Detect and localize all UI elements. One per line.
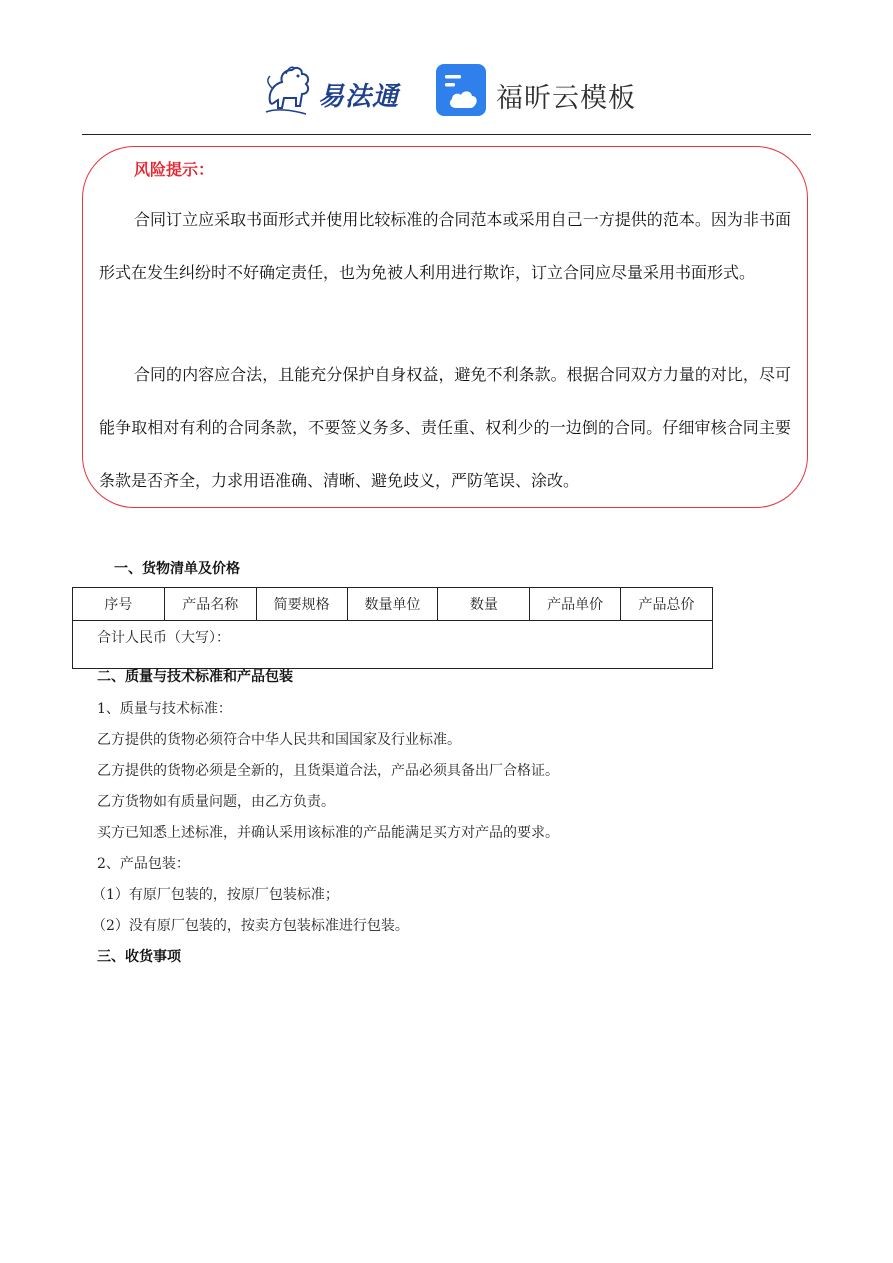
- body-line: 乙方提供的货物必须符合中华人民共和国国家及行业标准。: [97, 732, 461, 748]
- section-1-title: 一、货物清单及价格: [114, 561, 240, 577]
- yifatong-logo: [262, 62, 414, 120]
- table-total-row: [73, 621, 713, 669]
- body-line: 乙方提供的货物必须是全新的，且货渠道合法，产品必须具备出厂合格证。: [97, 763, 559, 779]
- table-header-cell: 产品总价: [621, 588, 713, 621]
- table-header-cell: 产品名称: [164, 588, 256, 621]
- header-divider: [82, 134, 811, 135]
- section-3-title: 三、收货事项: [97, 949, 181, 965]
- section-2-title: 二、质量与技术标准和产品包装: [97, 669, 293, 685]
- body-line: （2）没有原厂包装的，按卖方包装标准进行包装。: [92, 918, 409, 934]
- total-amount-cell: 合计人民币（大写）：: [73, 621, 713, 669]
- body-line: 1、质量与技术标准：: [97, 701, 232, 717]
- document-header: [0, 60, 893, 124]
- table-header-cell: 简要规格: [256, 588, 347, 621]
- fuxin-logo: [436, 64, 636, 120]
- yifatong-logo-text: 易法通: [318, 82, 400, 112]
- table-header-cell: 数量单位: [347, 588, 438, 621]
- fuxin-logo-text: 福昕云模板: [496, 83, 636, 114]
- risk-paragraph-1: 合同订立应采取书面形式并使用比较标准的合同范本或采用自己一方提供的范本。因为非书面形式在发生纠纷时不好确定责任，也为免被人利用进行欺诈，订立合同应尽量采用书面形式。: [99, 210, 791, 282]
- qilin-icon: [262, 62, 318, 120]
- table-header-row: [73, 588, 713, 621]
- body-line: 乙方货物如有质量问题，由乙方负责。: [97, 794, 335, 810]
- risk-paragraph-2: 合同的内容应合法，且能充分保护自身权益，避免不利条款。根据合同双方力量的对比，尽可能争取相对有利的合同条款，不要签义务多、责任重、权利少的一边倒的合同。仔细审核合同主要条款是否齐全，力求用语准确、清晰、避免歧义，严防笔误、涂改。: [99, 365, 791, 490]
- body-line: （1）有原厂包装的，按原厂包装标准；: [92, 887, 339, 903]
- table-header-cell: 产品单价: [530, 588, 621, 621]
- table-header-cell: 数量: [438, 588, 530, 621]
- body-line: 买方已知悉上述标准，并确认采用该标准的产品能满足买方对产品的要求。: [97, 825, 559, 841]
- fuxin-cloud-icon: [436, 64, 488, 118]
- risk-notice-title: 风险提示：: [134, 160, 215, 179]
- goods-table: [72, 587, 713, 669]
- body-line: 2、产品包装：: [97, 856, 190, 872]
- table-header-cell: 序号: [73, 588, 165, 621]
